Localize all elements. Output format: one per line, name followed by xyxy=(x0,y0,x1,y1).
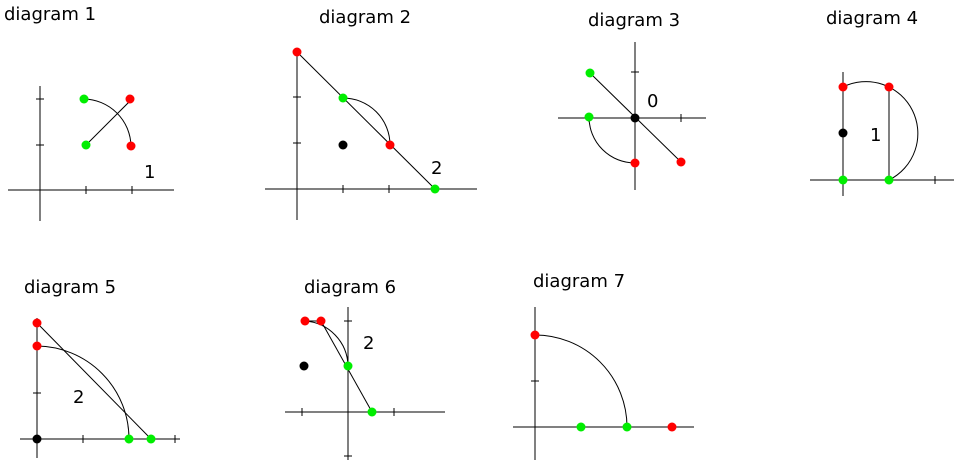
red-point xyxy=(386,141,395,150)
red-point xyxy=(317,317,326,326)
red-point xyxy=(127,142,136,151)
arc xyxy=(84,99,131,146)
green-point xyxy=(577,423,586,432)
green-point xyxy=(80,95,89,104)
diagram-3-value: 0 xyxy=(647,91,659,112)
diagram-6 xyxy=(285,277,445,460)
diagram-7-title: diagram 7 xyxy=(533,271,626,292)
green-point xyxy=(339,94,348,103)
diagram-2-title: diagram 2 xyxy=(319,7,412,28)
diagram-4-value: 1 xyxy=(870,125,882,146)
red-point xyxy=(33,319,42,328)
green-point xyxy=(885,176,894,185)
segment xyxy=(37,323,151,439)
diagram-4-title: diagram 4 xyxy=(826,8,919,29)
diagram-1-title: diagram 1 xyxy=(4,4,97,25)
green-point xyxy=(368,408,377,417)
green-point xyxy=(585,113,594,122)
green-point xyxy=(82,141,91,150)
diagram-2-value: 2 xyxy=(431,158,443,179)
red-point xyxy=(668,423,677,432)
black-point xyxy=(631,114,640,123)
green-point xyxy=(586,69,595,78)
diagram-5-title: diagram 5 xyxy=(24,277,117,298)
segment xyxy=(297,52,435,189)
black-point xyxy=(839,129,848,138)
arc xyxy=(535,335,627,427)
green-point xyxy=(147,435,156,444)
red-point xyxy=(531,331,540,340)
red-point xyxy=(301,317,310,326)
black-point xyxy=(300,362,309,371)
red-point xyxy=(631,159,640,168)
red-point xyxy=(677,158,686,167)
green-point xyxy=(623,423,632,432)
segment xyxy=(86,99,132,145)
arc xyxy=(589,117,635,163)
red-point xyxy=(126,95,135,104)
black-point xyxy=(339,141,348,150)
diagram-7 xyxy=(513,271,694,460)
diagram-5 xyxy=(20,277,180,458)
red-point xyxy=(839,83,848,92)
diagram-6-title: diagram 6 xyxy=(304,277,397,298)
black-point xyxy=(33,435,42,444)
red-point xyxy=(33,342,42,351)
arc xyxy=(305,321,348,366)
diagram-1 xyxy=(4,4,174,221)
diagram-3 xyxy=(558,10,706,190)
diagram-3-title: diagram 3 xyxy=(588,10,681,31)
red-point xyxy=(885,83,894,92)
diagram-6-value: 2 xyxy=(363,333,375,354)
diagram-4 xyxy=(810,8,954,196)
diagram-5-value: 2 xyxy=(73,387,85,408)
green-point xyxy=(431,185,440,194)
diagram-2 xyxy=(265,7,477,220)
green-point xyxy=(839,176,848,185)
green-point xyxy=(125,435,134,444)
green-point xyxy=(344,362,353,371)
diagram-1-value: 1 xyxy=(144,162,156,183)
red-point xyxy=(293,48,302,57)
